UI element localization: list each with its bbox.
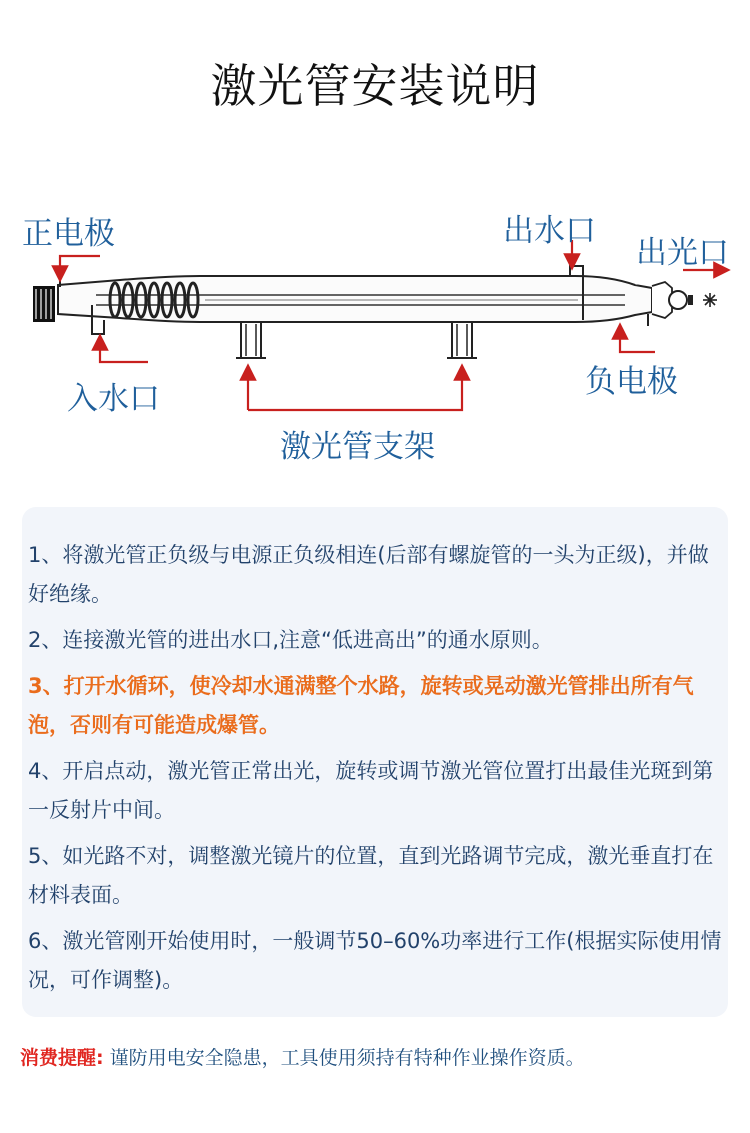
arrow-positive-electrode: [60, 256, 100, 274]
step-2: 2、连接激光管的进出水口,注意“低进高出”的通水原则。: [28, 628, 553, 652]
label-tube-support: 激光管支架: [280, 429, 435, 465]
step-6: 6、激光管刚开始使用时，一般调节50–60%功率进行工作(根据实际使用情况，可作调整)。: [28, 929, 722, 992]
consumer-notice: [20, 1043, 740, 1070]
tube-support-right: [452, 322, 472, 358]
arrow-negative-electrode: [620, 331, 655, 352]
laser-spark-icon: [703, 293, 717, 307]
arrow-water-inlet: [100, 342, 148, 362]
step-5: 5、如光路不对，调整激光镜片的位置，直到光路调节完成，激光垂直打在材料表面。: [28, 844, 714, 907]
step-1: 1、将激光管正负级与电源正负级相连(后部有螺旋管的一头为正级)，并做好绝缘。: [28, 543, 709, 606]
label-water-inlet: 入水口: [67, 381, 160, 417]
output-window-ring: [669, 291, 687, 309]
step-4: 4、开启点动，激光管正常出光，旋转或调节激光管位置打出最佳光斑到第一反射片中间。: [28, 759, 714, 822]
label-positive-electrode: 正电极: [22, 216, 115, 252]
page-title: 激光管安装说明: [210, 59, 540, 113]
label-light-outlet: 出光口: [636, 235, 729, 271]
tube-support-left: [241, 322, 261, 358]
label-negative-electrode: 负电极: [585, 364, 678, 400]
step-3-warning: 3、打开水循环，使冷却水通满整个水路，旋转或晃动激光管排出所有气泡，否则有可能造成爆管。: [28, 674, 694, 737]
label-water-outlet: 出水口: [503, 213, 596, 249]
notice-text: 谨防用电安全隐患，工具使用须持有特种作业操作资质。: [103, 1047, 585, 1069]
instructions-list: [28, 536, 724, 1007]
notice-label: 消费提醒:: [20, 1047, 104, 1069]
arrow-support-right: [248, 372, 462, 410]
